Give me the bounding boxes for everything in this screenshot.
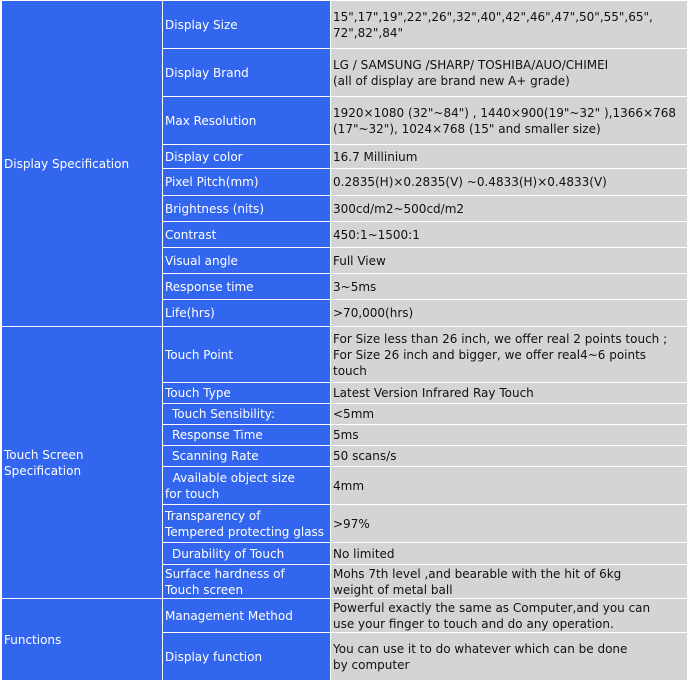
- spec-label: Response Time: [163, 425, 331, 446]
- spec-label: Visual angle: [163, 248, 331, 274]
- spec-value: LG / SAMSUNG /SHARP/ TOSHIBA/AUO/CHIMEI (all of display are brand new A+ grade): [331, 49, 687, 97]
- spec-value: <5mm: [331, 404, 687, 425]
- specification-table-body: [2, 1, 687, 681]
- spec-value: For Size less than 26 inch, we offer real 2 points touch ; For Size 26 inch and bigger, we offer real4~6 points touch: [331, 327, 687, 383]
- spec-label: Surface hardness of Touch screen: [163, 565, 331, 599]
- spec-value: Powerful exactly the same as Computer,and you can use your finger to touch and do any operation.: [331, 599, 687, 633]
- spec-label: Touch Type: [163, 383, 331, 404]
- spec-value: >97%: [331, 505, 687, 543]
- spec-label: Available object size for touch: [163, 467, 331, 505]
- category-cell: Touch Screen Specification: [2, 327, 163, 599]
- spec-label: Touch Sensibility:: [163, 404, 331, 425]
- spec-label: Display Brand: [163, 49, 331, 97]
- spec-value: No limited: [331, 543, 687, 565]
- spec-value: 4mm: [331, 467, 687, 505]
- spec-label: Brightness (nits): [163, 196, 331, 222]
- spec-label: Touch Point: [163, 327, 331, 383]
- spec-value: 16.7 Millinium: [331, 145, 687, 169]
- spec-value: Mohs 7th level ,and bearable with the hit of 6kg weight of metal ball: [331, 565, 687, 599]
- spec-value: 15",17",19",22",26",32",40",42",46",47",50",55",65", 72",82",84": [331, 1, 687, 49]
- spec-value: 300cd/m2~500cd/m2: [331, 196, 687, 222]
- spec-value: 3~5ms: [331, 274, 687, 300]
- spec-value: Full View: [331, 248, 687, 274]
- spec-label: Display Size: [163, 1, 331, 49]
- spec-row: [2, 1, 687, 49]
- spec-value: 0.2835(H)×0.2835(V) ~0.4833(H)×0.4833(V): [331, 169, 687, 196]
- spec-label: Scanning Rate: [163, 446, 331, 467]
- spec-label: Management Method: [163, 599, 331, 633]
- spec-label: Pixel Pitch(mm): [163, 169, 331, 196]
- spec-value: You can use it to do whatever which can be done by computer: [331, 633, 687, 681]
- spec-label: Contrast: [163, 222, 331, 248]
- spec-value: 450:1~1500:1: [331, 222, 687, 248]
- spec-value: 50 scans/s: [331, 446, 687, 467]
- spec-label: Transparency of Tempered protecting glass: [163, 505, 331, 543]
- spec-value: 5ms: [331, 425, 687, 446]
- spec-row: [2, 327, 687, 383]
- spec-label: Display color: [163, 145, 331, 169]
- spec-label: Durability of Touch: [163, 543, 331, 565]
- category-cell: Functions: [2, 599, 163, 681]
- specification-table: [1, 0, 687, 681]
- spec-value: 1920×1080 (32"~84") , 1440×900(19"~32" ),1366×768 (17"~32"), 1024×768 (15" and smaller size): [331, 97, 687, 145]
- spec-label: Max Resolution: [163, 97, 331, 145]
- spec-row: [2, 599, 687, 633]
- spec-label: Display function: [163, 633, 331, 681]
- spec-value: >70,000(hrs): [331, 300, 687, 327]
- category-cell: Display Specification: [2, 1, 163, 327]
- spec-value: Latest Version Infrared Ray Touch: [331, 383, 687, 404]
- spec-label: Response time: [163, 274, 331, 300]
- spec-label: Life(hrs): [163, 300, 331, 327]
